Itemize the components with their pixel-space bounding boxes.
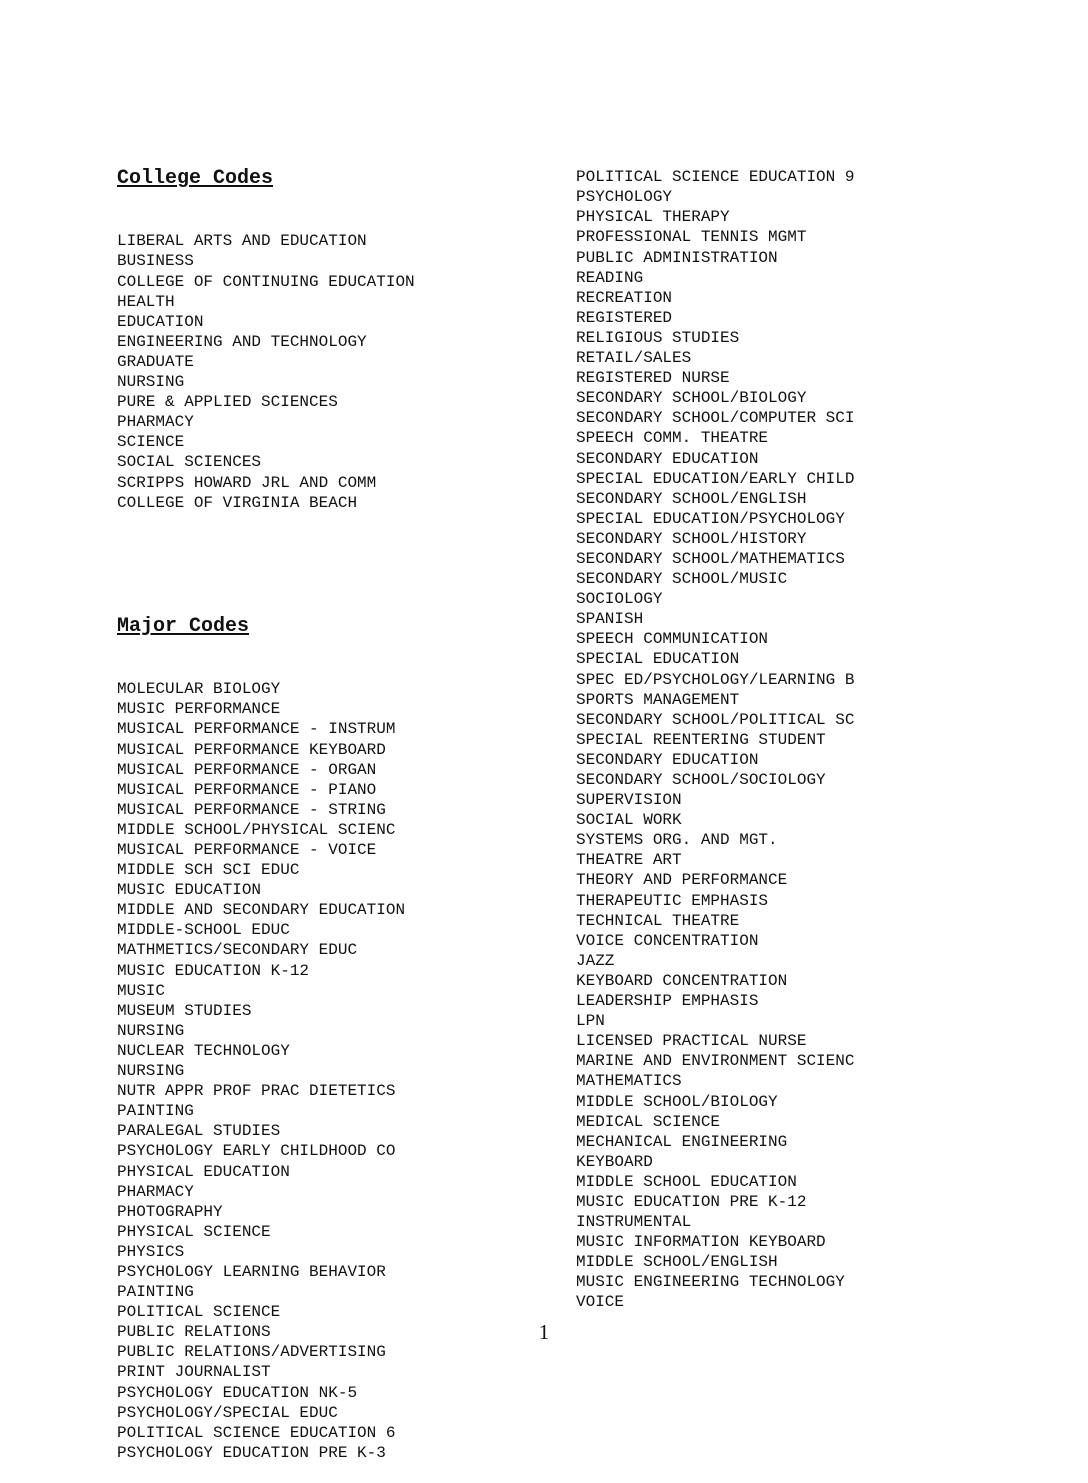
major-code-item: MOLECULAR BIOLOGY	[117, 680, 281, 699]
major-code-item: MIDDLE SCH SCI EDUC	[117, 861, 300, 880]
college-code-item: NURSING	[117, 373, 185, 392]
major-code-item: MUSICAL PERFORMANCE KEYBOARD	[117, 740, 386, 759]
major-code-item: NUTR APPR PROF PRAC DIETETICS	[117, 1082, 396, 1101]
college-code-item: SCIENCE	[117, 433, 185, 452]
college-code-item: PHARMACY	[117, 413, 194, 432]
major-codes-list-right	[576, 167, 854, 1312]
major-code-item: MIDDLE SCHOOL/PHYSICAL SCIENC	[117, 820, 396, 839]
major-code-item: MIDDLE SCHOOL EDUCATION	[576, 1172, 797, 1191]
college-code-item: LIBERAL ARTS AND EDUCATION	[117, 232, 367, 251]
major-code-item: MIDDLE AND SECONDARY EDUCATION	[117, 901, 406, 920]
major-code-item: MATHEMATICS	[576, 1072, 682, 1091]
major-code-item: MUSICAL PERFORMANCE - PIANO	[117, 780, 377, 799]
section-gap	[117, 553, 415, 575]
major-code-item: MEDICAL SCIENCE	[576, 1112, 721, 1131]
major-code-item: PSYCHOLOGY EDUCATION NK-5	[117, 1383, 358, 1402]
major-code-item: SYSTEMS ORG. AND MGT.	[576, 831, 778, 850]
major-code-item: SPECIAL EDUCATION/PSYCHOLOGY	[576, 509, 845, 528]
major-code-item: REGISTERED NURSE	[576, 369, 730, 388]
major-code-item: JAZZ	[576, 951, 615, 970]
major-code-item: MIDDLE SCHOOL/BIOLOGY	[576, 1092, 778, 1111]
major-code-item: SPANISH	[576, 610, 644, 629]
major-code-item: RECREATION	[576, 288, 673, 307]
major-code-item: LPN	[576, 1012, 605, 1031]
major-code-item: NURSING	[117, 1021, 185, 1040]
college-codes-heading: College Codes	[117, 167, 274, 191]
major-code-item: THEORY AND PERFORMANCE	[576, 871, 788, 890]
major-code-item: PHYSICAL SCIENCE	[117, 1222, 271, 1241]
major-code-item: SECONDARY SCHOOL/POLITICAL SC	[576, 710, 855, 729]
major-code-item: SPEECH COMM. THEATRE	[576, 429, 769, 448]
major-code-item: MECHANICAL ENGINEERING	[576, 1132, 788, 1151]
major-code-item: MUSICAL PERFORMANCE - STRING	[117, 800, 386, 819]
major-code-item: PUBLIC ADMINISTRATION	[576, 248, 778, 267]
major-code-item: MUSIC EDUCATION PRE K-12	[576, 1192, 807, 1211]
major-code-item: MUSIC ENGINEERING TECHNOLOGY	[576, 1273, 845, 1292]
major-code-item: SPEC ED/PSYCHOLOGY/LEARNING B	[576, 670, 855, 689]
major-code-item: REGISTERED	[576, 308, 673, 327]
major-code-item: THEATRE ART	[576, 851, 682, 870]
major-code-item: SPEECH COMMUNICATION	[576, 630, 769, 649]
major-code-item: LEADERSHIP EMPHASIS	[576, 992, 759, 1011]
major-code-item: PSYCHOLOGY/SPECIAL EDUC	[117, 1403, 338, 1422]
major-code-item: THERAPEUTIC EMPHASIS	[576, 891, 769, 910]
major-code-item: INSTRUMENTAL	[576, 1213, 692, 1232]
major-code-item: SECONDARY EDUCATION	[576, 750, 759, 769]
major-code-item: PHYSICAL EDUCATION	[117, 1162, 290, 1181]
major-code-item: SPECIAL REENTERING STUDENT	[576, 730, 826, 749]
college-code-item: SOCIAL SCIENCES	[117, 453, 262, 472]
major-code-item: PAINTING	[117, 1102, 194, 1121]
major-code-item: SECONDARY SCHOOL/MATHEMATICS	[576, 549, 845, 568]
major-code-item: MUSEUM STUDIES	[117, 1001, 252, 1020]
college-codes-list	[117, 231, 415, 512]
major-code-item: MUSICAL PERFORMANCE - ORGAN	[117, 760, 377, 779]
major-code-item: MIDDLE-SCHOOL EDUC	[117, 921, 290, 940]
major-code-item: PROFESSIONAL TENNIS MGMT	[576, 228, 807, 247]
major-code-item: SECONDARY SCHOOL/BIOLOGY	[576, 389, 807, 408]
major-code-item: SECONDARY SCHOOL/HISTORY	[576, 529, 807, 548]
major-code-item: NURSING	[117, 1062, 185, 1081]
major-code-item: MUSICAL PERFORMANCE - INSTRUM	[117, 720, 396, 739]
major-code-item: PAINTING	[117, 1283, 194, 1302]
major-code-item: SECONDARY SCHOOL/COMPUTER SCI	[576, 409, 855, 428]
major-code-item: PHYSICS	[117, 1242, 185, 1261]
major-code-item: LICENSED PRACTICAL NURSE	[576, 1032, 807, 1051]
major-code-item: KEYBOARD CONCENTRATION	[576, 971, 788, 990]
college-code-item: EDUCATION	[117, 312, 204, 331]
major-code-item: MATHMETICS/SECONDARY EDUC	[117, 941, 358, 960]
major-code-item: SPORTS MANAGEMENT	[576, 690, 740, 709]
major-code-item: PSYCHOLOGY EDUCATION PRE K-3	[117, 1443, 386, 1462]
major-codes-list-left	[117, 679, 415, 1463]
major-code-item: MIDDLE SCHOOL/ENGLISH	[576, 1253, 778, 1272]
major-code-item: RETAIL/SALES	[576, 349, 692, 368]
college-code-item: PURE & APPLIED SCIENCES	[117, 393, 338, 412]
college-code-item: COLLEGE OF CONTINUING EDUCATION	[117, 272, 415, 291]
college-code-item: BUSINESS	[117, 252, 194, 271]
major-code-item: PSYCHOLOGY EARLY CHILDHOOD CO	[117, 1142, 396, 1161]
major-code-item: PHYSICAL THERAPY	[576, 208, 730, 227]
college-code-item: ENGINEERING AND TECHNOLOGY	[117, 332, 367, 351]
major-code-item: POLITICAL SCIENCE EDUCATION 9	[576, 168, 855, 187]
major-code-item: MUSIC EDUCATION K-12	[117, 961, 310, 980]
major-code-item: MUSIC INFORMATION KEYBOARD	[576, 1233, 826, 1252]
major-codes-heading: Major Codes	[117, 615, 250, 639]
major-code-item: SECONDARY SCHOOL/MUSIC	[576, 570, 788, 589]
major-code-item: PRINT JOURNALIST	[117, 1363, 271, 1382]
major-code-item: MUSICAL PERFORMANCE - VOICE	[117, 841, 377, 859]
college-code-item: SCRIPPS HOWARD JRL AND COMM	[117, 473, 377, 492]
major-code-item: PHOTOGRAPHY	[117, 1202, 223, 1221]
major-code-item: VOICE CONCENTRATION	[576, 931, 759, 950]
major-code-item: POLITICAL SCIENCE EDUCATION 6	[117, 1423, 396, 1442]
major-code-item: PHARMACY	[117, 1182, 194, 1201]
major-code-item: SPECIAL EDUCATION/EARLY CHILD	[576, 469, 855, 488]
major-code-item: SPECIAL EDUCATION	[576, 650, 740, 669]
major-code-item: MARINE AND ENVIRONMENT SCIENC	[576, 1052, 855, 1071]
college-code-item: HEALTH	[117, 292, 175, 311]
page-number: 1	[538, 1320, 550, 1344]
major-code-item: PSYCHOLOGY LEARNING BEHAVIOR	[117, 1262, 386, 1281]
major-code-item: VOICE	[576, 1293, 625, 1312]
major-code-item: RELIGIOUS STUDIES	[576, 328, 740, 347]
major-code-item: SOCIAL WORK	[576, 811, 682, 830]
left-column	[117, 127, 415, 1483]
major-code-item: SECONDARY SCHOOL/ENGLISH	[576, 489, 807, 508]
major-code-item: SUPERVISION	[576, 791, 682, 810]
major-code-item: POLITICAL SCIENCE	[117, 1303, 281, 1322]
major-code-item: MUSIC EDUCATION	[117, 881, 262, 900]
right-column	[576, 127, 854, 1333]
major-code-item: PUBLIC RELATIONS	[117, 1323, 271, 1342]
major-code-item: READING	[576, 268, 644, 287]
major-code-item: SECONDARY SCHOOL/SOCIOLOGY	[576, 771, 826, 789]
major-code-item: KEYBOARD	[576, 1152, 653, 1171]
major-code-item: SECONDARY EDUCATION	[576, 449, 759, 468]
major-code-item: SOCIOLOGY	[576, 590, 663, 609]
college-code-item: GRADUATE	[117, 352, 194, 371]
major-code-item: MUSIC PERFORMANCE	[117, 700, 281, 719]
major-code-item: PARALEGAL STUDIES	[117, 1122, 281, 1141]
major-code-item: TECHNICAL THEATRE	[576, 911, 740, 930]
major-code-item: NUCLEAR TECHNOLOGY	[117, 1041, 290, 1060]
college-code-item: COLLEGE OF VIRGINIA BEACH	[117, 493, 358, 512]
major-code-item: PSYCHOLOGY	[576, 188, 673, 207]
major-code-item: PUBLIC RELATIONS/ADVERTISING	[117, 1343, 386, 1362]
major-code-item: MUSIC	[117, 981, 166, 1000]
